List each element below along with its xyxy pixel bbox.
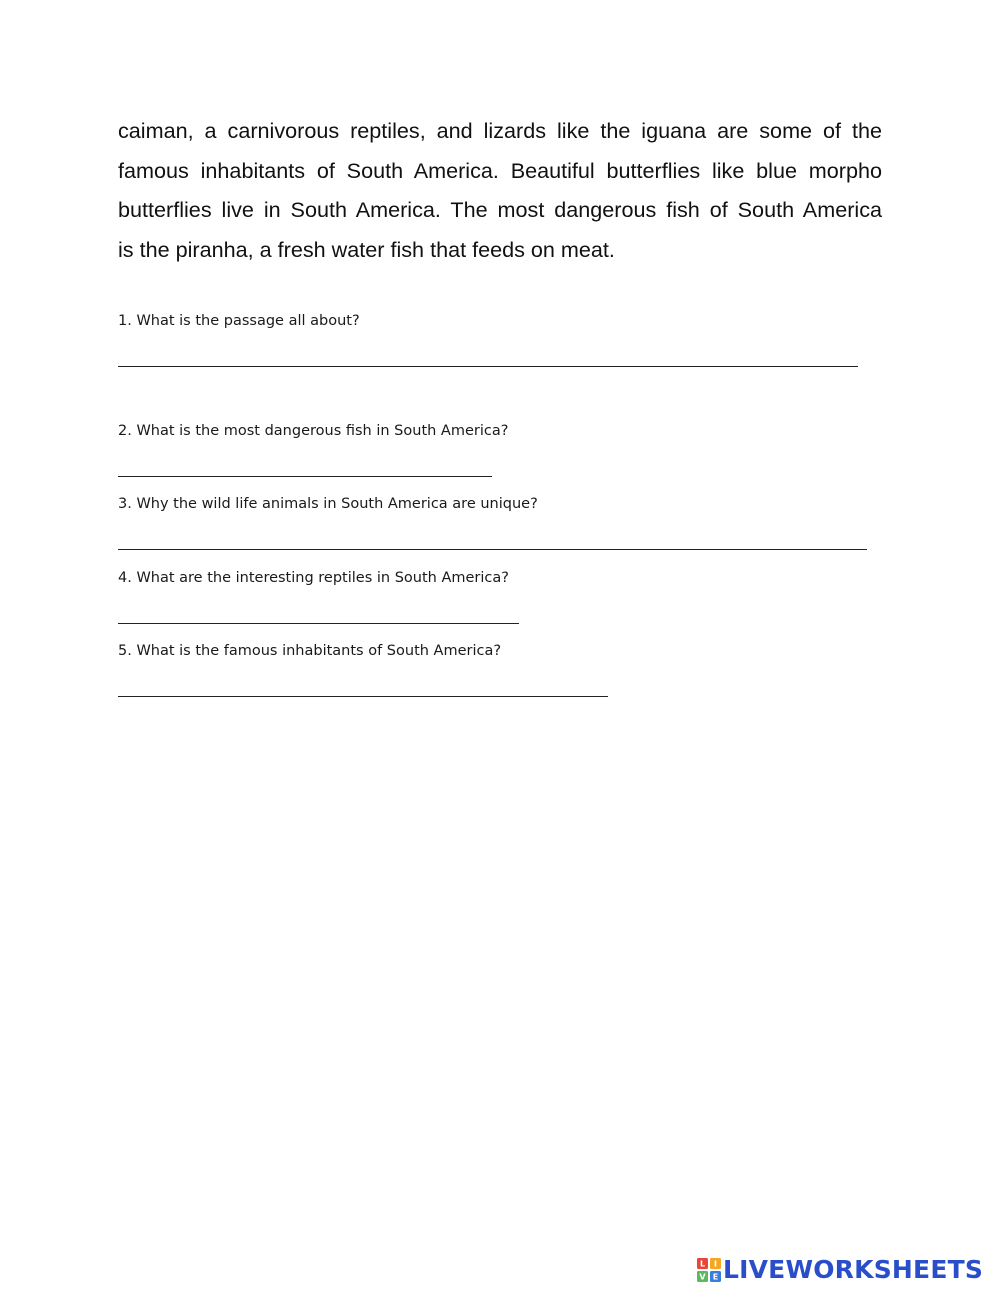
question-1: 1. What is the passage all about? [118,313,360,329]
passage-line: famous inhabitants of South America. Beautiful butterflies like blue morpho [118,157,882,183]
logo-block-letter: L [699,1259,706,1269]
answer-line-5[interactable] [118,696,608,697]
passage-line: caiman, a carnivorous reptiles, and lizards like the iguana are some of the [118,118,882,143]
answer-line-3[interactable] [118,549,867,550]
answer-line-1[interactable] [118,366,858,367]
logo-block-letter: V [699,1272,706,1282]
question-4: 4. What are the interesting reptiles in South America? [118,570,509,586]
passage-line: is the piranha, a fresh water fish that feeds on meat. [118,236,615,262]
logo-block-letter: I [714,1259,717,1269]
answer-line-2[interactable] [118,476,492,477]
question-5: 5. What is the famous inhabitants of South America? [118,643,502,659]
passage-line: butterflies live in South America. The most dangerous fish of South America [118,197,882,222]
logo-blocks-icon [697,1258,721,1282]
logo-text: LIVEWORKSHEETS [723,1255,984,1284]
logo-block-letter: E [712,1272,719,1282]
question-3: 3. Why the wild life animals in South America are unique? [118,496,538,512]
liveworksheets-logo [697,1255,994,1285]
answer-line-4[interactable] [118,623,519,624]
question-2: 2. What is the most dangerous fish in South America? [118,423,509,439]
reading-passage [118,111,882,269]
